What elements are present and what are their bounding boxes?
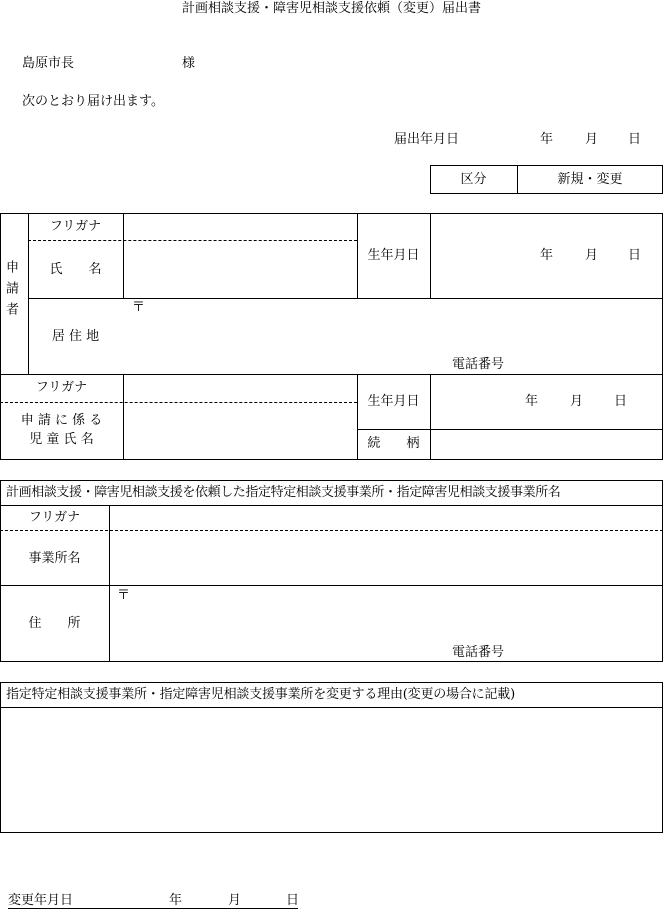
- child-relationship-field[interactable]: [432, 431, 661, 458]
- submission-date-year: 年: [540, 132, 554, 147]
- office-phone-label: 電話番号: [452, 645, 505, 660]
- office-furigana-label: フリガナ: [28, 510, 81, 525]
- child-birth-year: 年: [525, 394, 539, 409]
- category-label: 区分: [460, 172, 487, 187]
- child-birth-month: 月: [570, 394, 584, 409]
- office-name-field[interactable]: [111, 532, 661, 584]
- child-name-label-line1: 申 請 に 係 る: [20, 413, 103, 428]
- applicant-furigana-label: フリガナ: [49, 219, 102, 234]
- child-relationship-label: 続 柄: [367, 436, 420, 451]
- change-date-label: 変更年月日: [8, 893, 74, 908]
- applicant-furigana-field[interactable]: [125, 215, 355, 239]
- addressee: 島原市長: [22, 56, 75, 71]
- child-name-field[interactable]: [125, 404, 355, 458]
- form-title: 計画相談支援・障害児相談支援依頼（変更）届出書: [181, 1, 481, 16]
- applicant-section-label: 申請者: [3, 260, 18, 323]
- office-furigana-field[interactable]: [111, 507, 661, 529]
- applicant-birthdate-label: 生年月日: [367, 248, 420, 263]
- applicant-name-label: 氏 名: [49, 262, 102, 277]
- intro-text: 次のとおり届け出ます。: [22, 94, 164, 109]
- change-date-year: 年: [169, 893, 183, 908]
- applicant-birth-year: 年: [540, 248, 554, 263]
- submission-date-label: 届出年月日: [394, 132, 460, 147]
- honorific: 様: [182, 56, 196, 71]
- change-date-month: 月: [228, 893, 242, 908]
- applicant-birth-month: 月: [585, 248, 599, 263]
- change-date-day: 日: [286, 893, 300, 908]
- change-date-underline: [8, 908, 298, 909]
- submission-date-day: 日: [628, 132, 642, 147]
- applicant-birth-day: 日: [628, 248, 642, 263]
- category-value[interactable]: 新規・変更: [557, 172, 623, 187]
- child-furigana-field[interactable]: [125, 376, 355, 401]
- child-furigana-label: フリガナ: [35, 380, 88, 395]
- applicant-phone-label: 電話番号: [452, 357, 505, 372]
- applicant-postal-mark: 〒: [132, 300, 146, 315]
- reason-field[interactable]: [2, 709, 661, 831]
- child-name-label-line2: 児 童 氏 名: [29, 432, 94, 447]
- submission-date-field[interactable]: [470, 128, 650, 150]
- applicant-address-label: 居 住 地: [51, 329, 100, 344]
- submission-date-month: 月: [585, 132, 599, 147]
- office-heading: 計画相談支援・障害児相談支援を依頼した指定特定相談支援事業所・指定障害児相談支援事業所名: [6, 485, 561, 500]
- applicant-address-field[interactable]: [125, 300, 661, 372]
- child-birthdate-label: 生年月日: [367, 394, 420, 409]
- child-birth-day: 日: [614, 394, 628, 409]
- change-date-field[interactable]: [80, 890, 298, 910]
- office-postal-mark: 〒: [117, 588, 131, 603]
- applicant-name-field[interactable]: [125, 242, 355, 296]
- office-name-label: 事業所名: [28, 551, 81, 566]
- office-address-field[interactable]: [111, 587, 661, 660]
- office-address-label: 住 所: [28, 616, 81, 631]
- reason-heading: 指定特定相談支援事業所・指定障害児相談支援事業所を変更する理由(変更の場合に記載): [6, 687, 515, 702]
